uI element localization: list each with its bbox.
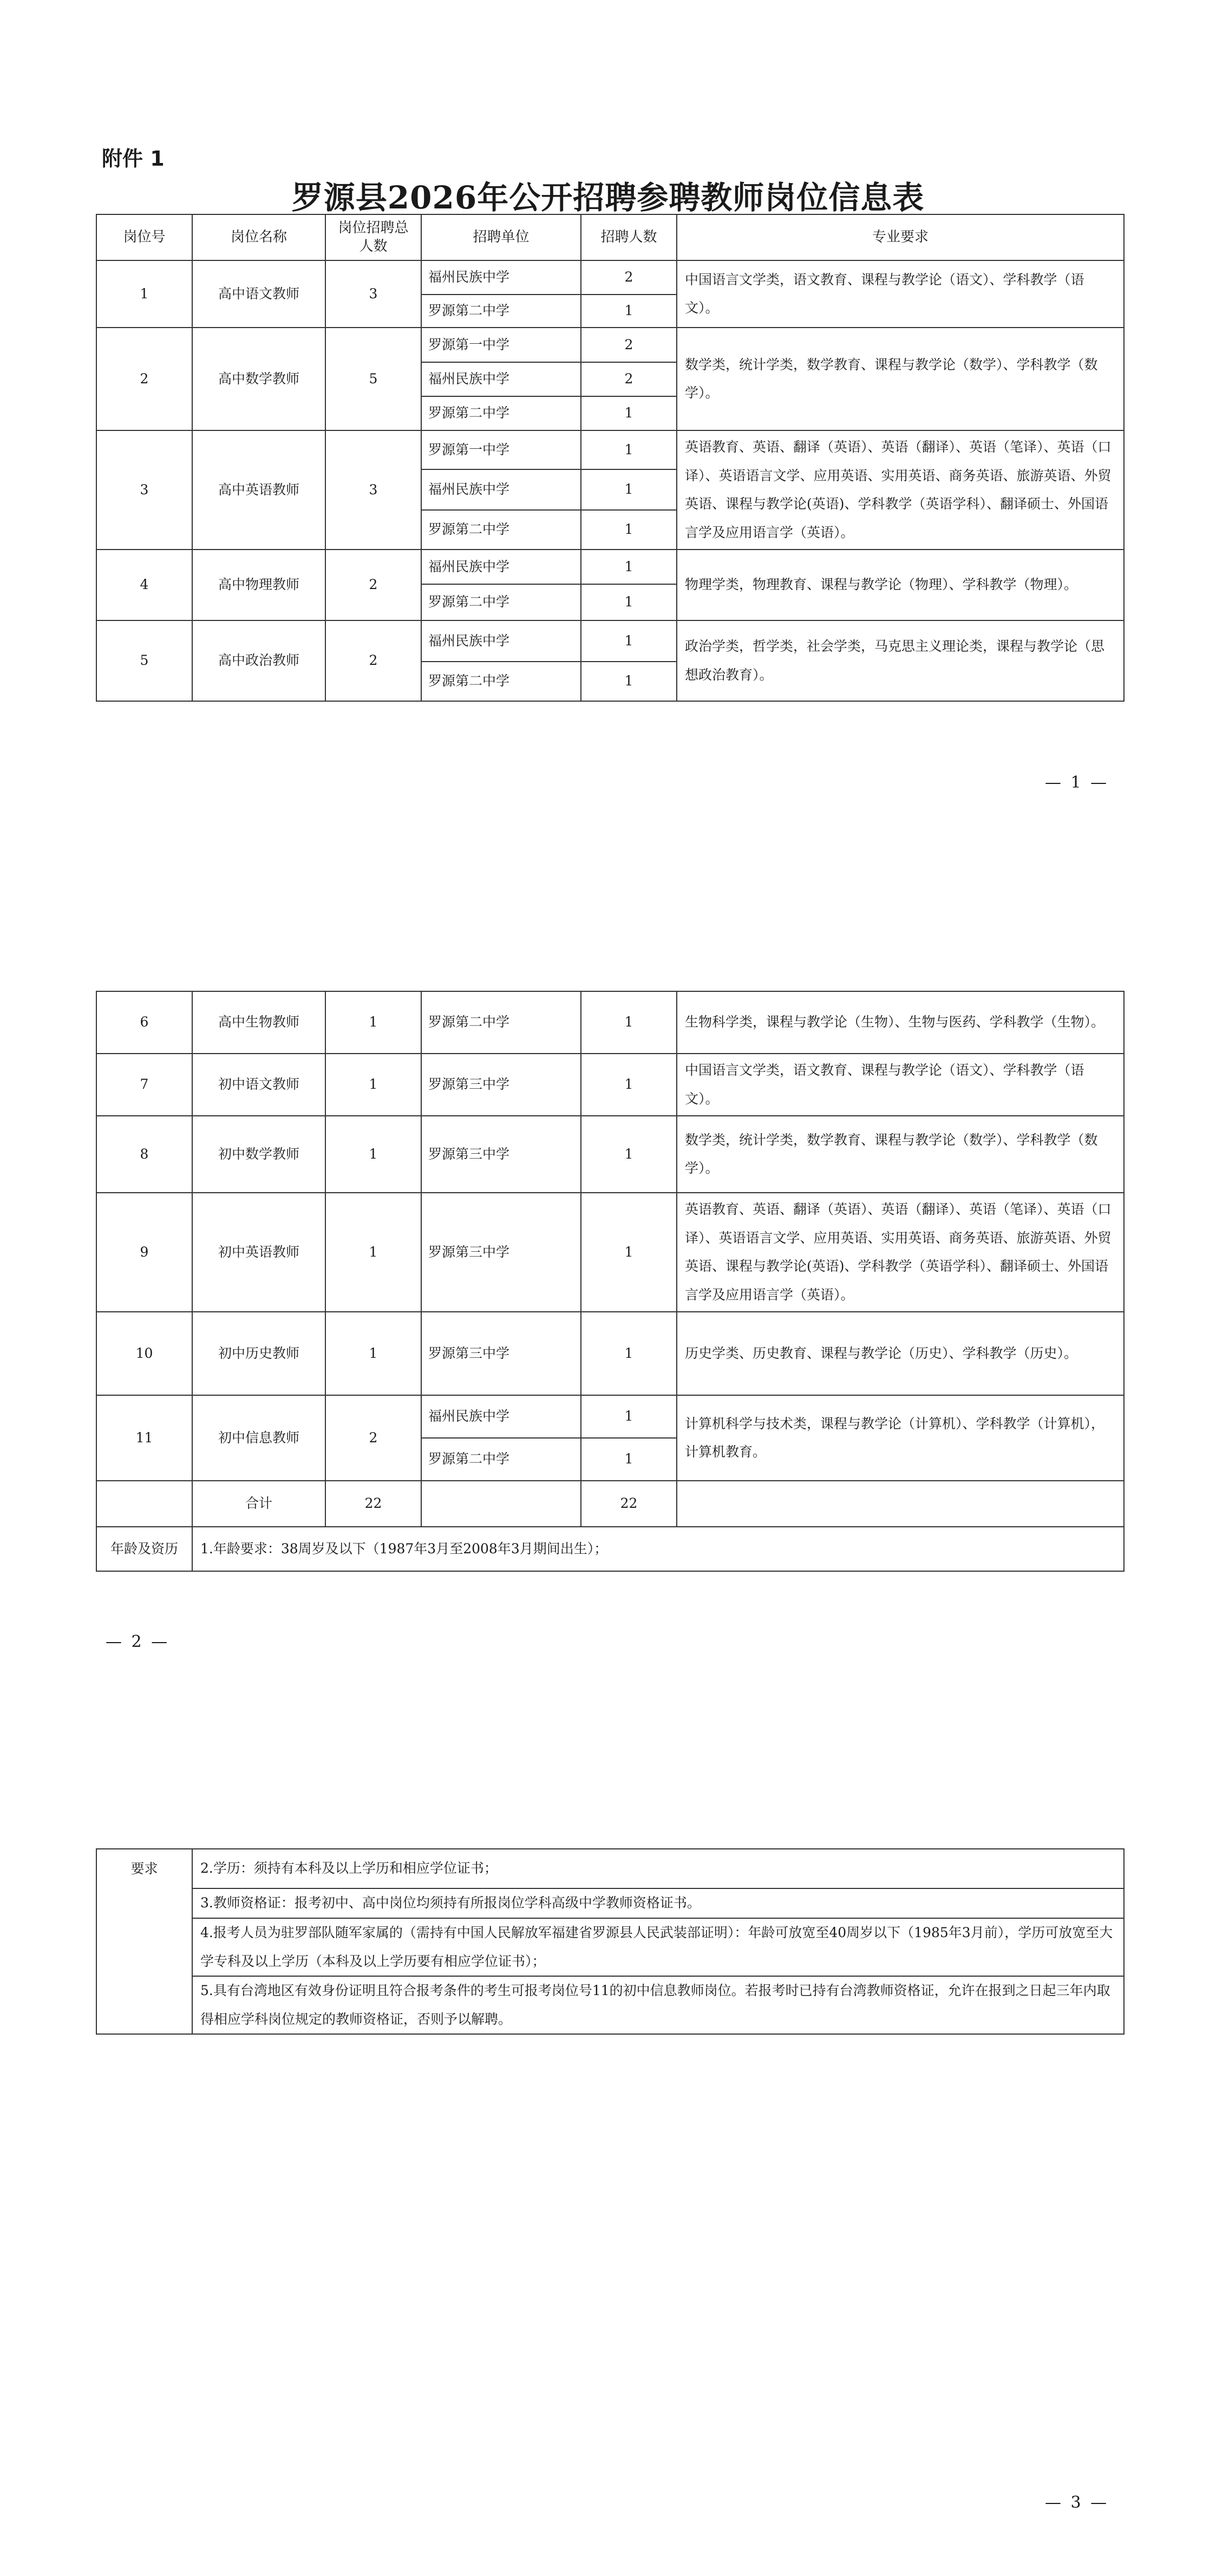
recruit-count: 1: [581, 1438, 677, 1481]
table-row: [96, 1395, 1124, 1438]
recruit-count: 1: [581, 991, 677, 1054]
major-requirement: 中国语言文学类，语文教育、课程与教学论（语文）、学科教学（语文）。: [677, 260, 1124, 328]
recruiting-unit: 罗源第二中学: [421, 396, 581, 430]
recruiting-unit: 罗源第三中学: [421, 1054, 581, 1116]
total-count: 22: [581, 1481, 677, 1527]
major-requirement: 物理学类，物理教育、课程与教学论（物理）、学科教学（物理）。: [677, 550, 1124, 620]
requirement-item: 4.报考人员为驻罗部队随军家属的（需持有中国人民解放军福建省罗源县人民武装部证明）：年龄可放宽至40周岁以下（1985年3月前），学历可放宽至大学专科及以上学历（本科及以上学历要有相应学位证书）；: [192, 1918, 1124, 1976]
requirement-row: [96, 1918, 1124, 1976]
position-no: 4: [96, 550, 192, 620]
recruit-count: 1: [581, 620, 677, 662]
position-total: 1: [325, 991, 421, 1054]
position-name: 初中英语教师: [192, 1193, 325, 1312]
requirement-row: [96, 1888, 1124, 1918]
total-label: 合计: [192, 1481, 325, 1527]
position-no: 9: [96, 1193, 192, 1312]
total-positions: 22: [325, 1481, 421, 1527]
position-no: 5: [96, 620, 192, 701]
position-name: 初中数学教师: [192, 1116, 325, 1193]
document-title: 罗源县2026年公开招聘参聘教师岗位信息表: [291, 179, 925, 216]
header-unit: 招聘单位: [421, 214, 581, 260]
table-row: [96, 1054, 1124, 1116]
recruiting-unit: 罗源第二中学: [421, 991, 581, 1054]
recruit-count: 1: [581, 1054, 677, 1116]
recruit-count: 1: [581, 430, 677, 469]
recruiting-unit: 福州民族中学: [421, 260, 581, 295]
position-name: 初中语文教师: [192, 1054, 325, 1116]
major-requirement: 计算机科学与技术类，课程与教学论（计算机）、学科教学（计算机），计算机教育。: [677, 1395, 1124, 1481]
header-position-no: 岗位号: [96, 214, 192, 260]
table-row: [96, 328, 1124, 362]
recruiting-unit: 罗源第三中学: [421, 1193, 581, 1312]
position-total: 2: [325, 1395, 421, 1481]
recruit-count: 1: [581, 584, 677, 620]
positions-table-page-1: [96, 214, 1125, 702]
header-position-name: 岗位名称: [192, 214, 325, 260]
positions-table-page-2: [96, 991, 1125, 1572]
recruiting-unit: 罗源第一中学: [421, 328, 581, 362]
recruit-count: 1: [581, 1395, 677, 1438]
recruit-count: 1: [581, 396, 677, 430]
header-major: 专业要求: [677, 214, 1124, 260]
requirement-item: 5.具有台湾地区有效身份证明且符合报考条件的考生可报考岗位号11的初中信息教师岗位。若报考时已持有台湾教师资格证，允许在报到之日起三年内取得相应学科岗位规定的教师资格证，否则予以解聘。: [192, 1976, 1124, 2034]
position-total: 2: [325, 620, 421, 701]
attachment-label: 附件 1: [102, 147, 165, 171]
position-no: 11: [96, 1395, 192, 1481]
page-number-2: — 2 —: [106, 1632, 170, 1651]
recruiting-unit: 福州民族中学: [421, 362, 581, 396]
major-requirement: 中国语言文学类，语文教育、课程与教学论（语文）、学科教学（语文）。: [677, 1054, 1124, 1116]
major-requirement: 政治学类，哲学类，社会学类，马克思主义理论类，课程与教学论（思想政治教育）。: [677, 620, 1124, 701]
recruiting-unit: 福州民族中学: [421, 620, 581, 662]
recruiting-unit: 罗源第二中学: [421, 584, 581, 620]
position-name: 初中历史教师: [192, 1312, 325, 1395]
requirement-item: 2.学历：须持有本科及以上学历和相应学位证书；: [192, 1849, 1124, 1888]
position-total: 1: [325, 1116, 421, 1193]
table-row: [96, 991, 1124, 1054]
recruiting-unit: 罗源第三中学: [421, 1312, 581, 1395]
recruit-count: 2: [581, 328, 677, 362]
header-count: 招聘人数: [581, 214, 677, 260]
recruiting-unit: 罗源第二中学: [421, 510, 581, 550]
requirement-row: [96, 1849, 1124, 1888]
position-total: 1: [325, 1193, 421, 1312]
position-total: 1: [325, 1054, 421, 1116]
position-no: 1: [96, 260, 192, 328]
table-row: [96, 430, 1124, 469]
position-name: 高中生物教师: [192, 991, 325, 1054]
position-name: 高中语文教师: [192, 260, 325, 328]
total-major-empty: [677, 1481, 1124, 1527]
major-requirement: 历史学类、历史教育、课程与教学论（历史）、学科教学（历史）。: [677, 1312, 1124, 1395]
recruit-count: 1: [581, 1312, 677, 1395]
page-number-3: — 3 —: [1045, 2493, 1109, 2512]
position-total: 3: [325, 260, 421, 328]
recruit-count: 1: [581, 510, 677, 550]
position-name: 初中信息教师: [192, 1395, 325, 1481]
table-header-row: [96, 214, 1124, 260]
position-name: 高中数学教师: [192, 328, 325, 430]
position-name: 高中英语教师: [192, 430, 325, 550]
position-no: 3: [96, 430, 192, 550]
table-row: [96, 1312, 1124, 1395]
page-number-1: — 1 —: [1045, 773, 1109, 792]
total-unit-empty: [421, 1481, 581, 1527]
recruit-count: 2: [581, 260, 677, 295]
recruit-count: 1: [581, 1193, 677, 1312]
table-row: [96, 1193, 1124, 1312]
requirement-item: 3.教师资格证：报考初中、高中岗位均须持有所报岗位学科高级中学教师资格证书。: [192, 1888, 1124, 1918]
requirements-label: 年龄及资历: [96, 1527, 192, 1571]
major-requirement: 英语教育、英语、翻译（英语）、英语（翻译）、英语（笔译）、英语（口译）、英语语言文学、应用英语、实用英语、商务英语、旅游英语、外贸英语、课程与教学论(英语)、学科教学（英语学科）、翻译硕士、外国语言学及应用语言学（英语）。: [677, 1193, 1124, 1312]
recruiting-unit: 福州民族中学: [421, 469, 581, 509]
major-requirement: 生物科学类，课程与教学论（生物）、生物与医药、学科教学（生物）。: [677, 991, 1124, 1054]
total-row: [96, 1481, 1124, 1527]
table-row: [96, 260, 1124, 295]
position-name: 高中物理教师: [192, 550, 325, 620]
major-requirement: 数学类，统计学类，数学教育、课程与教学论（数学）、学科教学（数学）。: [677, 328, 1124, 430]
table-row: [96, 1116, 1124, 1193]
position-no: 2: [96, 328, 192, 430]
major-requirement: 英语教育、英语、翻译（英语）、英语（翻译）、英语（笔译）、英语（口译）、英语语言文学、应用英语、实用英语、商务英语、旅游英语、外贸英语、课程与教学论(英语)、学科教学（英语学科）、翻译硕士、外国语言学及应用语言学（英语）。: [677, 430, 1124, 550]
position-no: 8: [96, 1116, 192, 1193]
position-total: 5: [325, 328, 421, 430]
position-no: 10: [96, 1312, 192, 1395]
recruiting-unit: 罗源第二中学: [421, 1438, 581, 1481]
table-row: [96, 620, 1124, 662]
recruit-count: 2: [581, 362, 677, 396]
recruit-count: 1: [581, 550, 677, 584]
requirement-row: [96, 1976, 1124, 2034]
recruiting-unit: 福州民族中学: [421, 550, 581, 584]
requirement-item: 1.年龄要求：38周岁及以下（1987年3月至2008年3月期间出生）；: [192, 1527, 1124, 1571]
recruit-count: 1: [581, 295, 677, 328]
total-empty-cell: [96, 1481, 192, 1527]
recruit-count: 1: [581, 469, 677, 509]
table-row: [96, 550, 1124, 584]
requirements-label-continued: 要求: [96, 1849, 192, 2034]
recruiting-unit: 罗源第一中学: [421, 430, 581, 469]
requirement-row: [96, 1527, 1124, 1571]
position-total: 3: [325, 430, 421, 550]
position-no: 7: [96, 1054, 192, 1116]
requirements-table-page-3: [96, 1848, 1125, 2035]
recruiting-unit: 福州民族中学: [421, 1395, 581, 1438]
recruit-count: 1: [581, 662, 677, 701]
position-total: 1: [325, 1312, 421, 1395]
major-requirement: 数学类，统计学类，数学教育、课程与教学论（数学）、学科教学（数学）。: [677, 1116, 1124, 1193]
recruiting-unit: 罗源第三中学: [421, 1116, 581, 1193]
position-name: 高中政治教师: [192, 620, 325, 701]
recruiting-unit: 罗源第二中学: [421, 662, 581, 701]
position-no: 6: [96, 991, 192, 1054]
header-total: 岗位招聘总人数: [325, 214, 421, 260]
position-total: 2: [325, 550, 421, 620]
recruit-count: 1: [581, 1116, 677, 1193]
recruiting-unit: 罗源第二中学: [421, 295, 581, 328]
